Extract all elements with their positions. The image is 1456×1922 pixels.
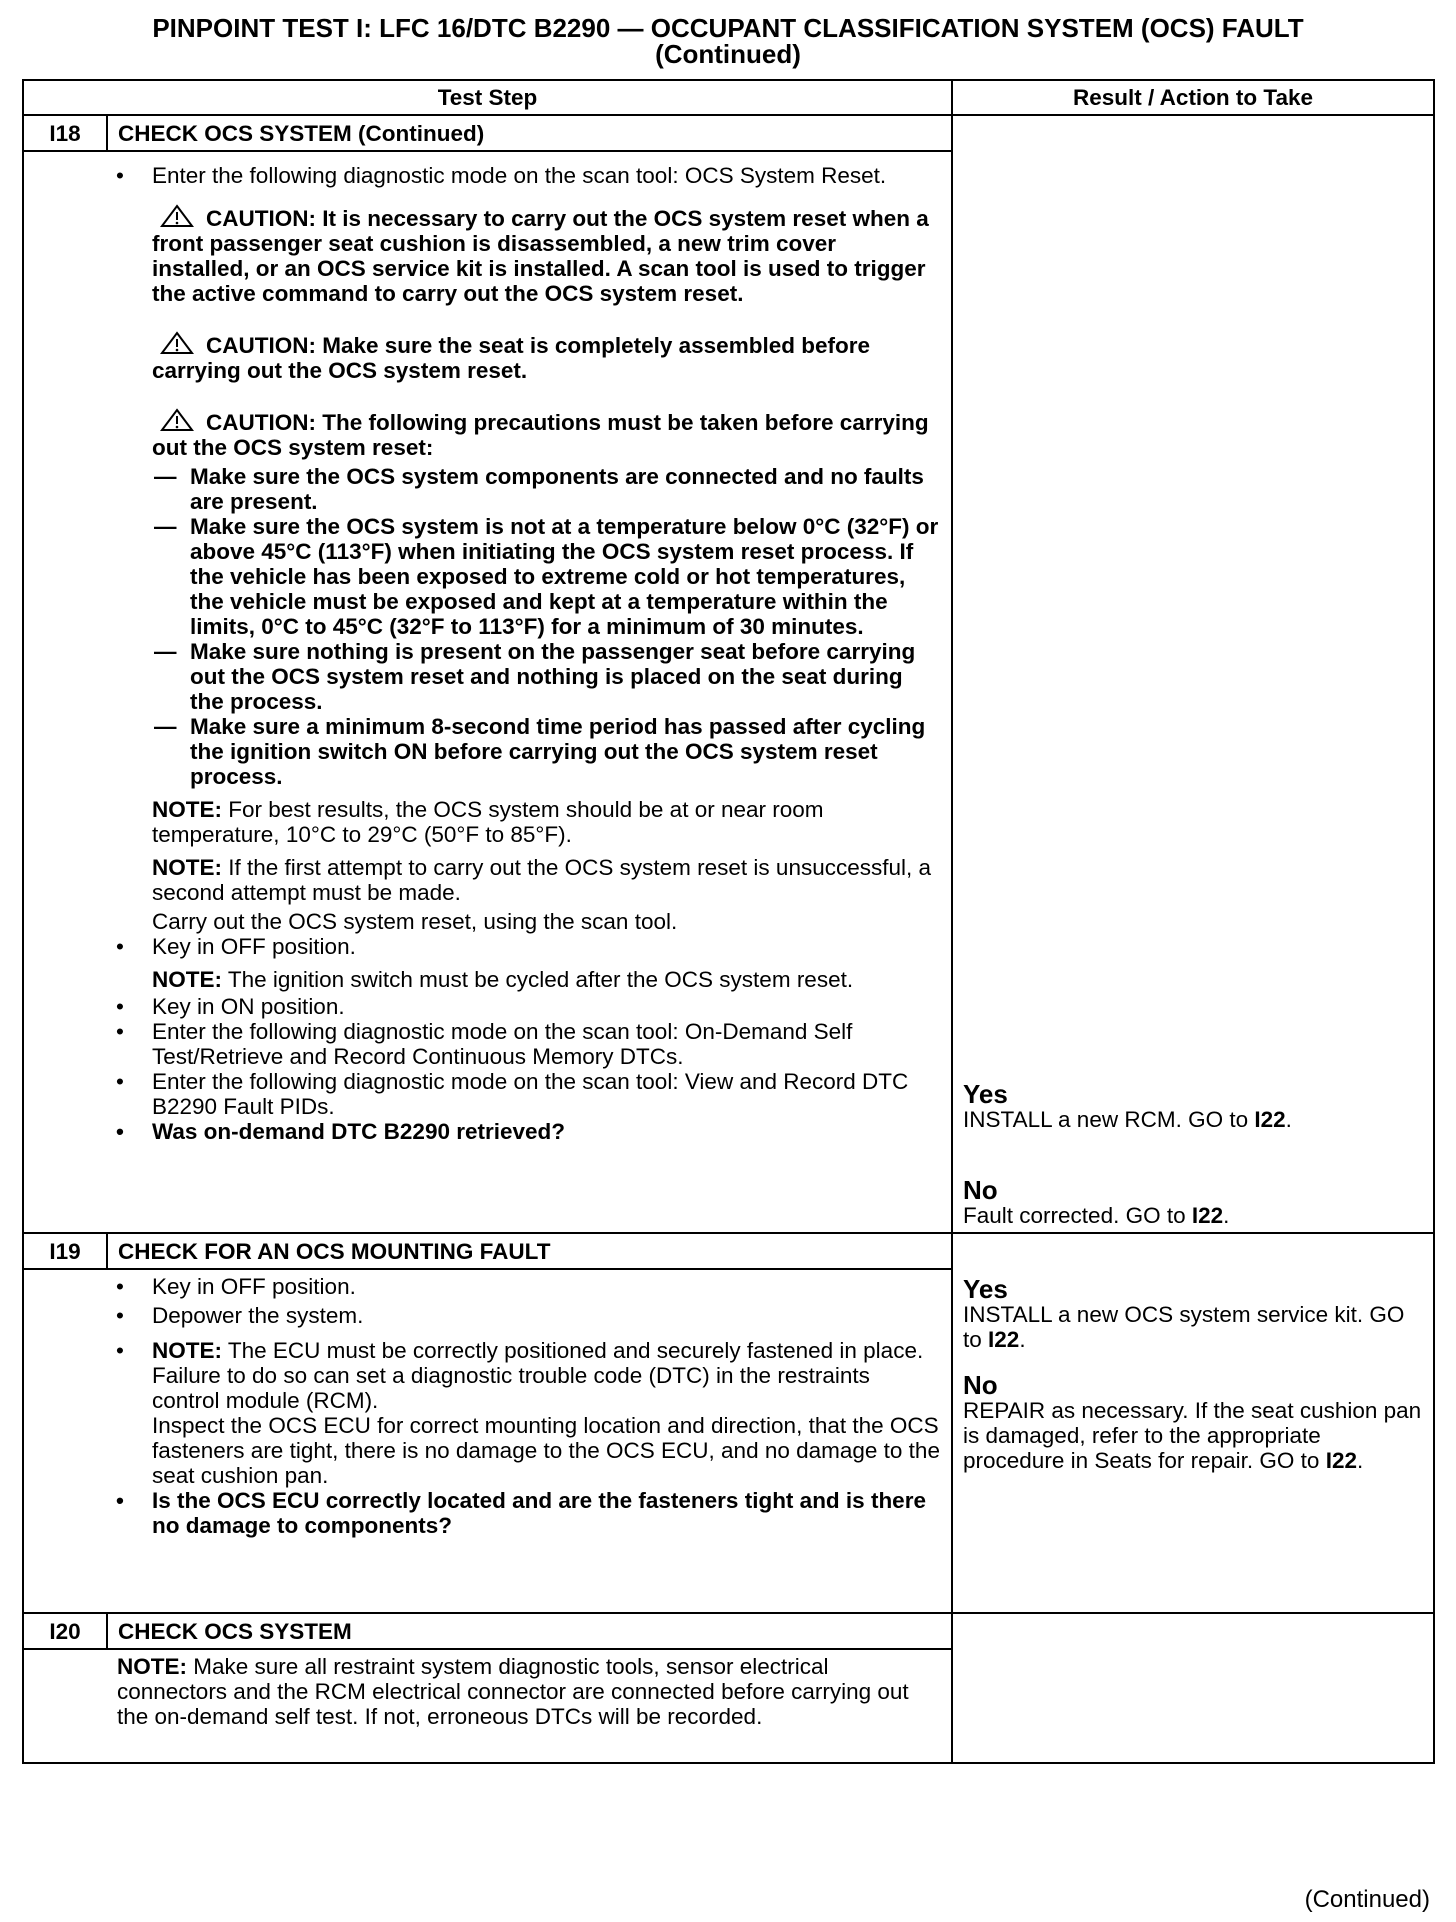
question-item: • Was on-demand DTC B2290 retrieved? (24, 1119, 951, 1144)
caution-block: CAUTION: Make sure the seat is completely assembled before carrying out the OCS system reset. (152, 333, 870, 383)
note: NOTE: For best results, the OCS system should be at or near room temperature, 10°C to 29°C (50°F to 85°F). (152, 797, 824, 847)
step-heading-i18: CHECK OCS SYSTEM (Continued) (107, 115, 952, 151)
precaution-item: — Make sure nothing is present on the passenger seat before carrying out the OCS system reset and nothing is placed on the seat during the process. (24, 639, 951, 714)
instruction: Inspect the OCS ECU for correct mounting location and direction, that the OCS fasteners are tight, there is no damage to the OCS ECU, and no damage to the seat cushion pan. (152, 1413, 940, 1488)
warning-triangle-icon (160, 408, 194, 432)
pinpoint-test-table (22, 79, 1435, 1764)
question-item: • Is the OCS ECU correctly located and are the fasteners tight and is there no damage to components? (24, 1488, 951, 1538)
test-step-header: Test Step (23, 80, 952, 115)
yes-label: Yes (963, 1079, 1008, 1109)
step-body-i19 (23, 1269, 952, 1613)
page-title: PINPOINT TEST I: LFC 16/DTC B2290 — OCCUPANT CLASSIFICATION SYSTEM (OCS) FAULT (152, 13, 1304, 43)
step-number-i18: I18 (23, 115, 107, 151)
warning-triangle-icon (160, 331, 194, 355)
step-ref: I22 (1191, 1203, 1224, 1228)
step-ref: I22 (1325, 1448, 1357, 1473)
note: • NOTE: The ECU must be correctly positioned and securely fastened in place. Failure to do so can set a diagnostic trouble code (DTC) in the restraints control module (RCM). (24, 1338, 951, 1413)
continued-footer: (Continued) (1304, 1886, 1430, 1913)
yes-action: INSTALL a new RCM. GO to I22. (963, 1107, 1292, 1132)
no-label: No (963, 1175, 998, 1205)
no-action: Fault corrected. GO to I22. (963, 1203, 1230, 1228)
note: NOTE: The ignition switch must be cycled after the OCS system reset. (152, 967, 854, 992)
page-title-continued: (Continued) (655, 39, 801, 69)
result-cell-i19 (952, 1233, 1434, 1613)
bullet-item: • Key in OFF position. (24, 1274, 951, 1299)
step-body-i20 (107, 1649, 952, 1763)
yes-action: INSTALL a new OCS system service kit. GO to I22. (963, 1302, 1405, 1352)
note: NOTE: If the first attempt to carry out the OCS system reset is unsuccessful, a second attempt must be made. (152, 855, 932, 905)
no-action: REPAIR as necessary. If the seat cushion pan is damaged, refer to the appropriate procedure in Seats for repair. GO to I22. (963, 1398, 1422, 1473)
no-label: No (963, 1370, 998, 1400)
step-number-i19: I19 (23, 1233, 107, 1269)
result-header: Result / Action to Take (952, 80, 1434, 115)
step-heading-i20: CHECK OCS SYSTEM (107, 1613, 952, 1649)
precaution-item: — Make sure the OCS system is not at a temperature below 0°C (32°F) or above 45°C (113°F) when initiating the OCS system reset process. If the vehicle has been exposed to extreme cold or hot temperatures, the vehicle must be exposed and kept at a temperature within the limits, 0°C to 45°C (32°F to 113°F) for a minimum of 30 minutes. (24, 514, 951, 639)
warning-triangle-icon (160, 204, 194, 228)
precaution-item: — Make sure the OCS system components are connected and no faults are present. (24, 464, 951, 514)
caution-block: CAUTION: The following precautions must be taken before carrying out the OCS system reset: (152, 410, 929, 460)
step-ref: I22 (1254, 1107, 1286, 1132)
bullet-item: • Enter the following diagnostic mode on the scan tool: On-Demand Self Test/Retrieve and Record Continuous Memory DTCs. (24, 1019, 951, 1069)
bullet-item: • Key in ON position. (24, 994, 951, 1019)
result-cell-i18 (952, 115, 1434, 1233)
bullet-item: • Enter the following diagnostic mode on the scan tool: OCS System Reset. (24, 163, 951, 188)
step-number-i20: I20 (23, 1613, 107, 1649)
step-ref: I22 (988, 1327, 1020, 1352)
yes-label: Yes (963, 1274, 1008, 1304)
step-body-i18 (23, 151, 952, 1233)
bullet-item: • Enter the following diagnostic mode on the scan tool: View and Record DTC B2290 Fault PIDs. (24, 1069, 951, 1119)
note: NOTE: Make sure all restraint system diagnostic tools, sensor electrical connectors and the RCM electrical connector are connected before carrying out the on-demand self test. If not, erroneous DTCs will be recorded. (117, 1654, 909, 1729)
caution-block: CAUTION: It is necessary to carry out the OCS system reset when a front passenger seat cushion is disassembled, a new trim cover installed, or an OCS service kit is installed. A scan tool is used to trigger the active command to carry out the OCS system reset. (152, 206, 929, 306)
bullet-item: • Key in OFF position. (24, 934, 951, 959)
precaution-item: — Make sure a minimum 8-second time period has passed after cycling the ignition switch ON before carrying out the OCS system reset process. (24, 714, 951, 789)
instruction: Carry out the OCS system reset, using the scan tool. (152, 909, 678, 934)
bullet-item: • Depower the system. (24, 1303, 951, 1328)
result-cell-i20 (952, 1613, 1434, 1763)
step-heading-i19: CHECK FOR AN OCS MOUNTING FAULT (107, 1233, 952, 1269)
